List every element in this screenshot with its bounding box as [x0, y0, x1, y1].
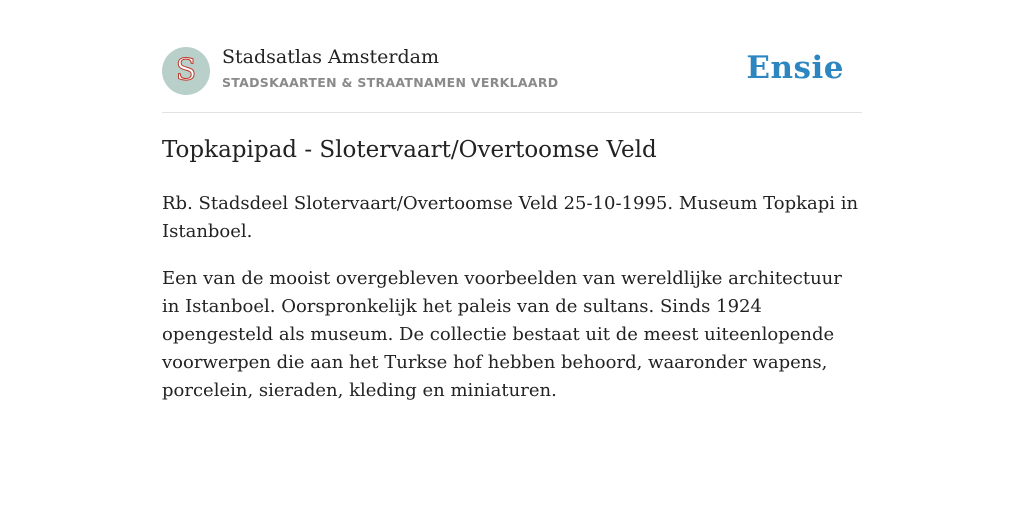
avatar-letter: S	[175, 53, 197, 88]
article-paragraph: Een van de mooist overgebleven voorbeelden van wereldlijke architectuur in Istanboel. Oorspronkelijk het paleis van de sultans. Sinds 1924 opengesteld als museum. De collectie bestaat uit de meest uiteenlopende voorwerpen die aan het Turkse hof hebben behoord, waaronder wapens, porcelein, sieraden, kleding en miniaturen.	[162, 268, 842, 401]
site-title[interactable]: Stadsatlas Amsterdam	[222, 46, 440, 68]
site-header	[162, 0, 862, 113]
ensie-logo[interactable]: Ensie	[746, 50, 844, 86]
site-subtitle: STADSKAARTEN & STRAATNAMEN VERKLAARD	[222, 75, 559, 90]
article-paragraph: Rb. Stadsdeel Slotervaart/Overtoomse Veld 25-10-1995. Museum Topkapi in Istanboel.	[162, 193, 859, 242]
page-title: Topkapipad - Slotervaart/Overtoomse Veld	[162, 137, 657, 163]
avatar[interactable]	[162, 47, 210, 95]
content-container	[162, 0, 862, 401]
